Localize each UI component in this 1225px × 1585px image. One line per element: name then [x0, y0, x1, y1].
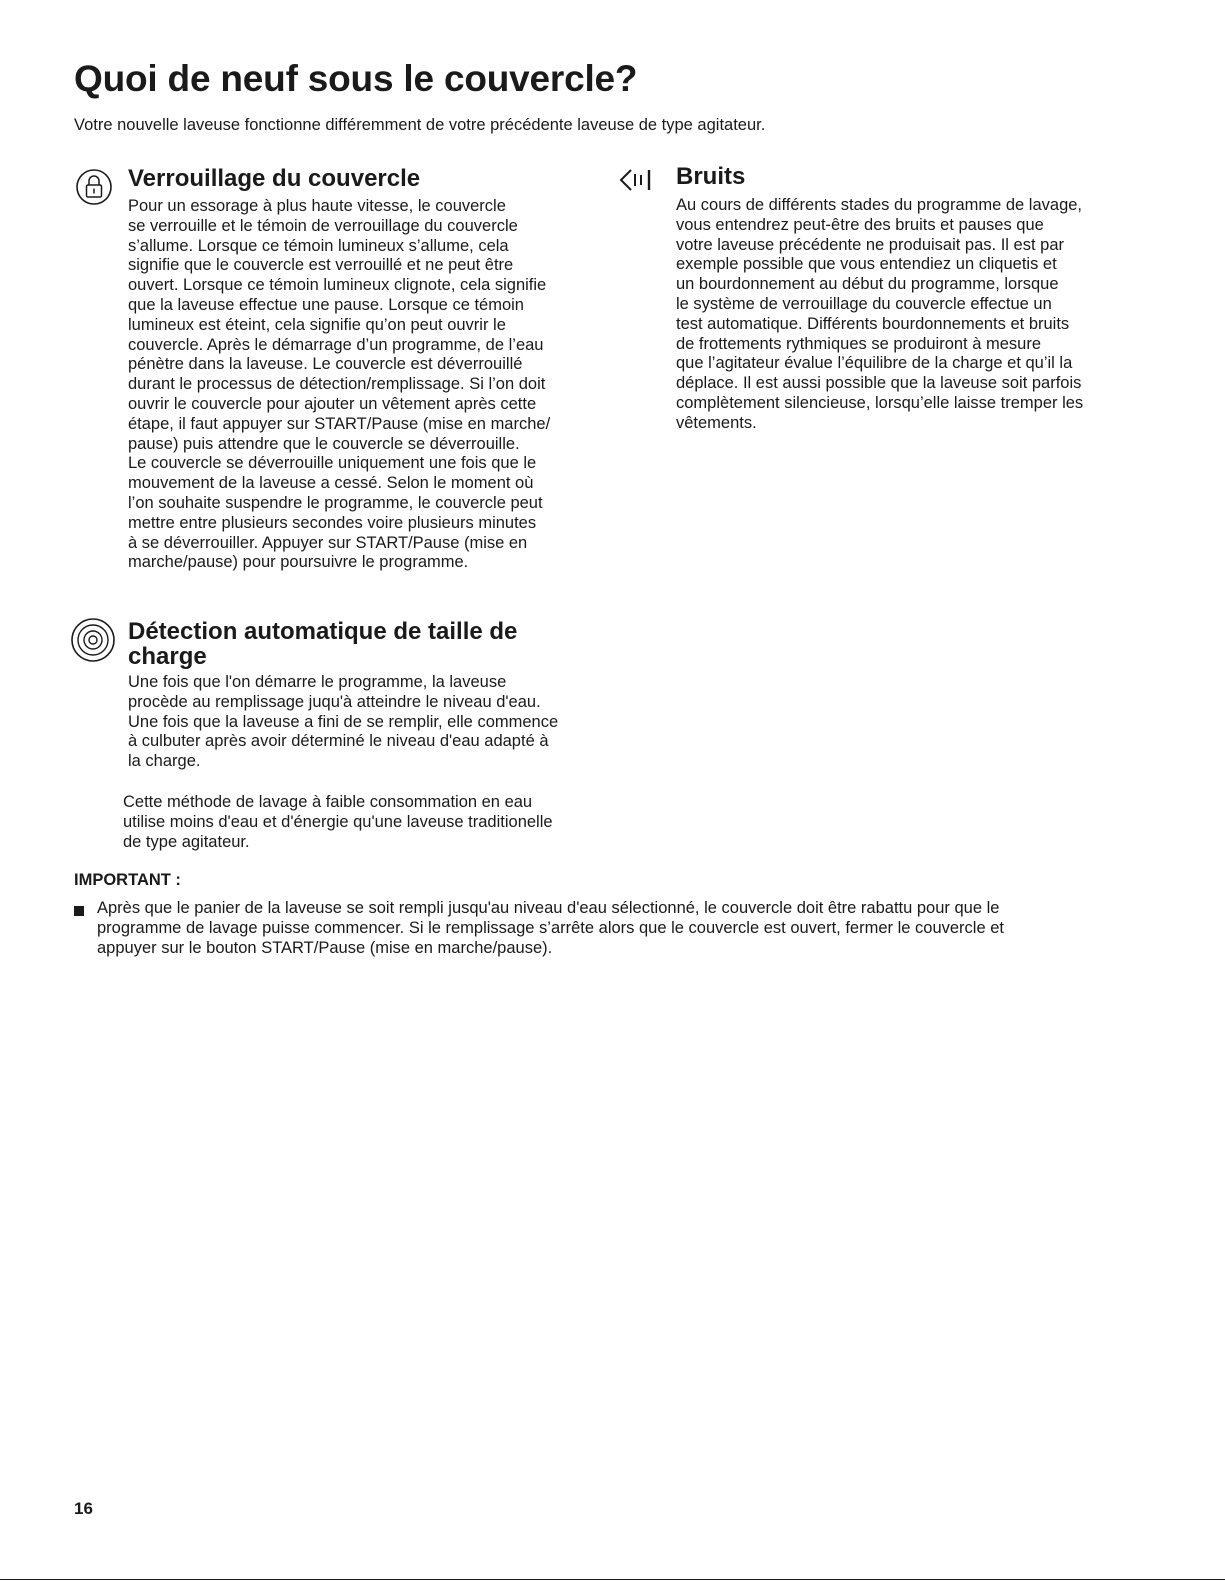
lid-lock-icon [75, 168, 113, 206]
bullet-square-icon [74, 906, 84, 916]
section-heading-lid-lock: Verrouillage du couvercle [128, 165, 421, 192]
important-label: IMPORTANT : [74, 871, 181, 889]
load-sensing-icon [70, 617, 116, 663]
section-body-lid-lock: Pour un essorage à plus haute vitesse, le couvercle se verrouille et le témoin de verrouillage du couvercle s’allume. Lorsque ce témoin lumineux s’allume, cela signifie que le couvercle est verrouillé et ne peut être ouvert. Lorsque ce témoin lumineux clignote, cela signifie que la laveuse effectue une pause. Lorsque ce témoin lumineux est éteint, cela signifie qu’on peut ouvrir le couvercle. Après le démarrage d’un programme, de l’eau pénètre dans la laveuse. Le couvercle est déverrouillé durant le processus de détection/remplissage. Si l’on doit ouvrir le couvercle pour ajouter un vêtement après cette étape, il faut appuyer sur START/Pause (mise en marche/ pause) puis attendre que le couvercle se déverrouille. Le couvercle se déverrouille uniquement une fois que le mouvement de la laveuse a cessé. Selon le moment où l’on souhaite suspendre le programme, le couvercle peut mettre entre plusieurs secondes voire plusieurs minutes à se déverrouiller. Appuyer sur START/Pause (mise en marche/pause) pour poursuivre le programme. [128, 197, 551, 572]
page-number: 16 [74, 1499, 93, 1518]
important-bullet-text: Après que le panier de la laveuse se soit rempli jusqu'au niveau d'eau sélectionné, le couvercle doit être rabattu pour que le programme de lavage puisse commencer. Si le remplissage s’arrête alors que le couvercle est ouvert, fermer le couvercle et appuyer sur le bouton START/Pause (mise en marche/pause). [97, 899, 1004, 957]
section-heading-load-sensing: Détection automatique de taille de charge [128, 618, 518, 670]
section-body-load-sensing: Une fois que l'on démarre le programme, la laveuse procède au remplissage juqu'à atteindre le niveau d'eau. Une fois que la laveuse a fini de se remplir, elle commence à culbuter après avoir déterminé le niveau d'eau adapté à la charge. [128, 673, 559, 771]
intro-text: Votre nouvelle laveuse fonctionne différemment de votre précédente laveuse de type agitateur. [74, 116, 766, 134]
section-body-load-sensing-note: Cette méthode de lavage à faible consommation en eau utilise moins d'eau et d'énergie qu'une laveuse traditionelle de type agitateur. [123, 793, 553, 851]
page-title: Quoi de neuf sous le couvercle? [74, 58, 638, 99]
section-body-sounds: Au cours de différents stades du programme de lavage, vous entendrez peut-être des bruits et pauses que votre laveuse précédente ne produisait pas. Il est par exemple possible que vous entendiez un cliquetis et un bourdonnement au début du programme, lorsque le système de verrouillage du couvercle effectue un test automatique. Différents bourdonnements et bruits de frottements rythmiques se produiront à mesure que l’agitateur évalue l’équilibre de la charge et qu’il la déplace. Il est aussi possible que la laveuse soit parfois complètement silencieuse, lorsqu’elle laisse tremper les vêtements. [676, 196, 1084, 432]
sound-icon [618, 167, 658, 193]
section-heading-sounds: Bruits [676, 163, 746, 190]
bottom-rule [0, 1579, 1225, 1580]
